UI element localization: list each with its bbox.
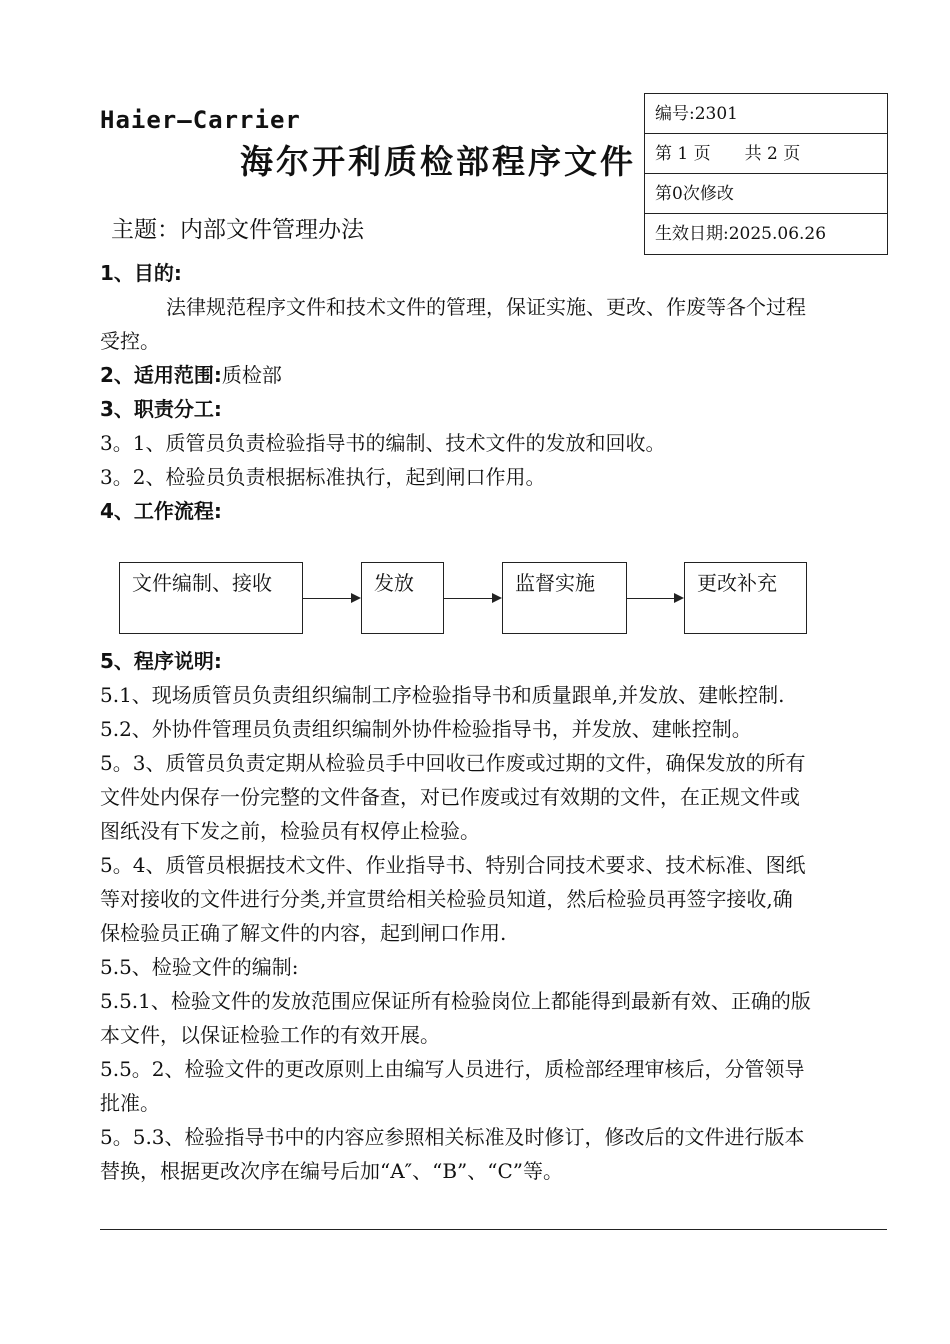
revision-number: 第0次修改 (645, 174, 887, 214)
flow-arrow-1 (303, 598, 359, 599)
procedure-item-5-5-2-line2: 批准。 (100, 1091, 160, 1115)
purpose-heading: 1、目的: (100, 261, 182, 285)
procedure-item-5-5: 5.5、检验文件的编制: (100, 955, 299, 979)
page-info (645, 134, 887, 174)
flow-step-compile: 文件编制、接收 (119, 562, 303, 634)
procedure-section (100, 644, 900, 1188)
purpose-text-line1: 法律规范程序文件和技术文件的管理，保证实施、更改、作废等各个过程 (166, 295, 806, 319)
scope-line (100, 358, 900, 392)
company-name: Haier—Carrier (100, 106, 301, 134)
document-title: 海尔开利质检部程序文件 (240, 142, 636, 181)
footer-divider (100, 1229, 887, 1230)
procedure-item-5-3-line2: 文件处内保存一份完整的文件备查，对已作废或过有效期的文件，在正规文件或 (100, 785, 800, 809)
document-subject: 主题：内部文件管理办法 (111, 217, 364, 243)
page-total: 共 2 页 (744, 144, 801, 164)
procedure-item-5-5-1-line2: 本文件，以保证检验工作的有效开展。 (100, 1023, 440, 1047)
flow-arrow-3 (627, 598, 682, 599)
scope-heading: 2、适用范围: (100, 363, 222, 387)
purpose-text-line2: 受控。 (100, 329, 160, 353)
procedure-item-5-2: 5.2、外协件管理员负责组织编制外协件检验指导书，并发放、建帐控制。 (100, 717, 752, 741)
procedure-item-5-5-3-line1: 5。5.3、检验指导书中的内容应参照相关标准及时修订，修改后的文件进行版本 (100, 1125, 805, 1149)
procedure-item-5-1: 5.1、现场质管员负责组织编制工序检验指导书和质量跟单,并发放、建帐控制. (100, 683, 785, 707)
workflow-heading: 4、工作流程: (100, 499, 222, 523)
scope-value: 质检部 (221, 363, 282, 387)
document-number: 编号:2301 (645, 94, 887, 134)
flow-step-supervise: 监督实施 (502, 562, 627, 634)
duty-item-2: 3。2、检验员负责根据标准执行，起到闸口作用。 (100, 465, 546, 489)
procedure-heading: 5、程序说明: (100, 649, 222, 673)
procedure-item-5-3-line3: 图纸没有下发之前，检验员有权停止检验。 (100, 819, 480, 843)
flow-arrow-2 (444, 598, 500, 599)
document-body (100, 256, 900, 528)
procedure-item-5-5-2-line1: 5.5。2、检验文件的更改原则上由编写人员进行，质检部经理审核后，分管领导 (100, 1057, 805, 1081)
page-current: 第 1 页 (655, 144, 711, 164)
flow-step-issue: 发放 (361, 562, 444, 634)
document-info-table (644, 93, 888, 255)
duty-item-1: 3。1、质管员负责检验指导书的编制、技术文件的发放和回收。 (100, 431, 666, 455)
duty-heading: 3、职责分工: (100, 397, 222, 421)
flow-step-revise: 更改补充 (684, 562, 807, 634)
procedure-item-5-3-line1: 5。3、质管员负责定期从检验员手中回收已作废或过期的文件，确保发放的所有 (100, 751, 806, 775)
procedure-item-5-4-line2: 等对接收的文件进行分类,并宣贯给相关检验员知道，然后检验员再签字接收,确 (100, 887, 793, 911)
procedure-item-5-4-line1: 5。4、质管员根据技术文件、作业指导书、特别合同技术要求、技术标准、图纸 (100, 853, 806, 877)
procedure-item-5-5-1-line1: 5.5.1、检验文件的发放范围应保证所有检验岗位上都能得到最新有效、正确的版 (100, 989, 811, 1013)
procedure-item-5-4-line3: 保检验员正确了解文件的内容，起到闸口作用. (100, 921, 507, 945)
procedure-item-5-5-3-line2: 替换，根据更改次序在编号后加“A″、“B”、“C”等。 (100, 1159, 564, 1183)
effective-date: 生效日期:2025.06.26 (655, 224, 827, 244)
